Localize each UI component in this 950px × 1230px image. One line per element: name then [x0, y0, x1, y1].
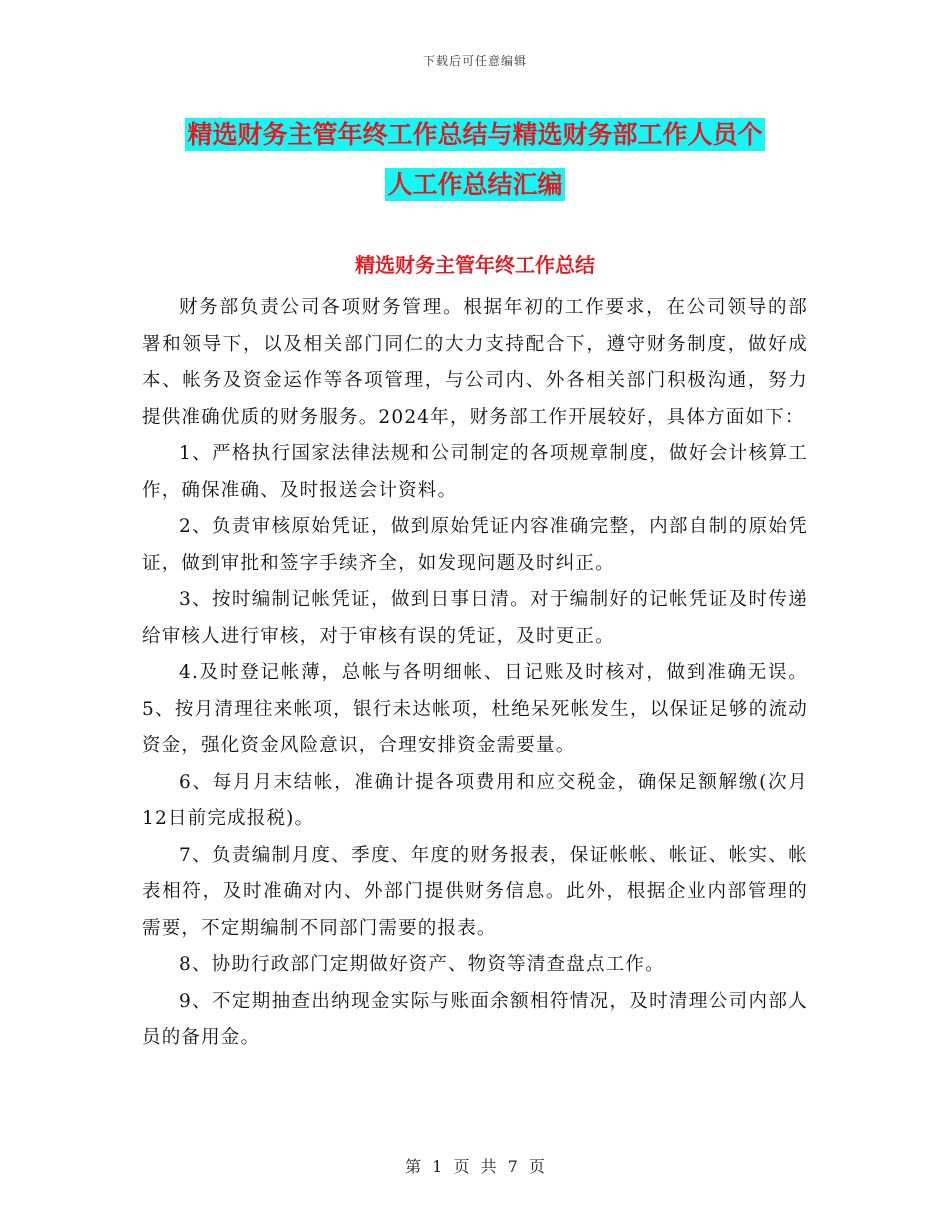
- paragraph-item-8: 8、协助行政部门定期做好资产、物资等清查盘点工作。: [179, 954, 665, 975]
- paragraph-intro: 财务部负责公司各项财务管理。根据年初的工作要求，在公司领导的部署和领导下，以及相关部门同仁的大力支持配合下，遵守财务制度，做好成本、帐务及资金运作等各项管理，与公司内、外各相关部门积极沟通，努力提供准确优质的财务服务。2024年，财务部工作开展较好，具体方面如下：: [142, 297, 808, 428]
- paragraph-item-3: 3、按时编制记帐凭证，做到日事日清。对于编制好的记帐凭证及时传递给审核人进行审核，对于审核有误的凭证，及时更正。: [142, 589, 808, 647]
- paragraph-item-1: 1、严格执行国家法律法规和公司制定的各项规章制度，做好会计核算工作，确保准确、及时报送会计资料。: [142, 443, 808, 501]
- document-title-line-1-text: 精选财务主管年终工作总结与精选财务部工作人员个: [187, 120, 763, 149]
- paragraph-item-7: 7、负责编制月度、季度、年度的财务报表，保证帐帐、帐证、帐实、帐表相符，及时准确对内、外部门提供财务信息。此外，根据企业内部管理的需要，不定期编制不同部门需要的报表。: [142, 844, 808, 939]
- paragraph-item-9: 9、不定期抽查出纳现金实际与账面余额相符情况，及时清理公司内部人员的备用金。: [142, 990, 808, 1048]
- document-title: [0, 110, 950, 210]
- paragraph-item-4-5: 4.及时登记帐薄，总帐与各明细帐、日记账及时核对，做到准确无误。 5、按月清理往来帐项，银行未达帐项，杜绝呆死帐发生，以保证足够的流动资金，强化资金风险意识，合理安排资金需要量。: [142, 662, 808, 756]
- section-title: 精选财务主管年终工作总结: [355, 253, 595, 277]
- document-title-line-1: [0, 110, 950, 160]
- page-header: 下载后可任意编辑: [422, 54, 527, 68]
- document-title-line-2: [0, 160, 950, 210]
- paragraph-item-6: 6、每月月末结帐，准确计提各项费用和应交税金，确保足额解缴(次月12日前完成报税)。: [142, 771, 808, 829]
- body-text: [142, 290, 808, 1057]
- paragraph-item-2: 2、负责审核原始凭证，做到原始凭证内容准确完整，内部自制的原始凭证，做到审批和签字手续齐全，如发现问题及时纠正。: [142, 516, 808, 574]
- document-title-line-2-text: 人工作总结汇编: [387, 170, 563, 199]
- page-footer: 第 1 页 共 7 页: [405, 1157, 545, 1176]
